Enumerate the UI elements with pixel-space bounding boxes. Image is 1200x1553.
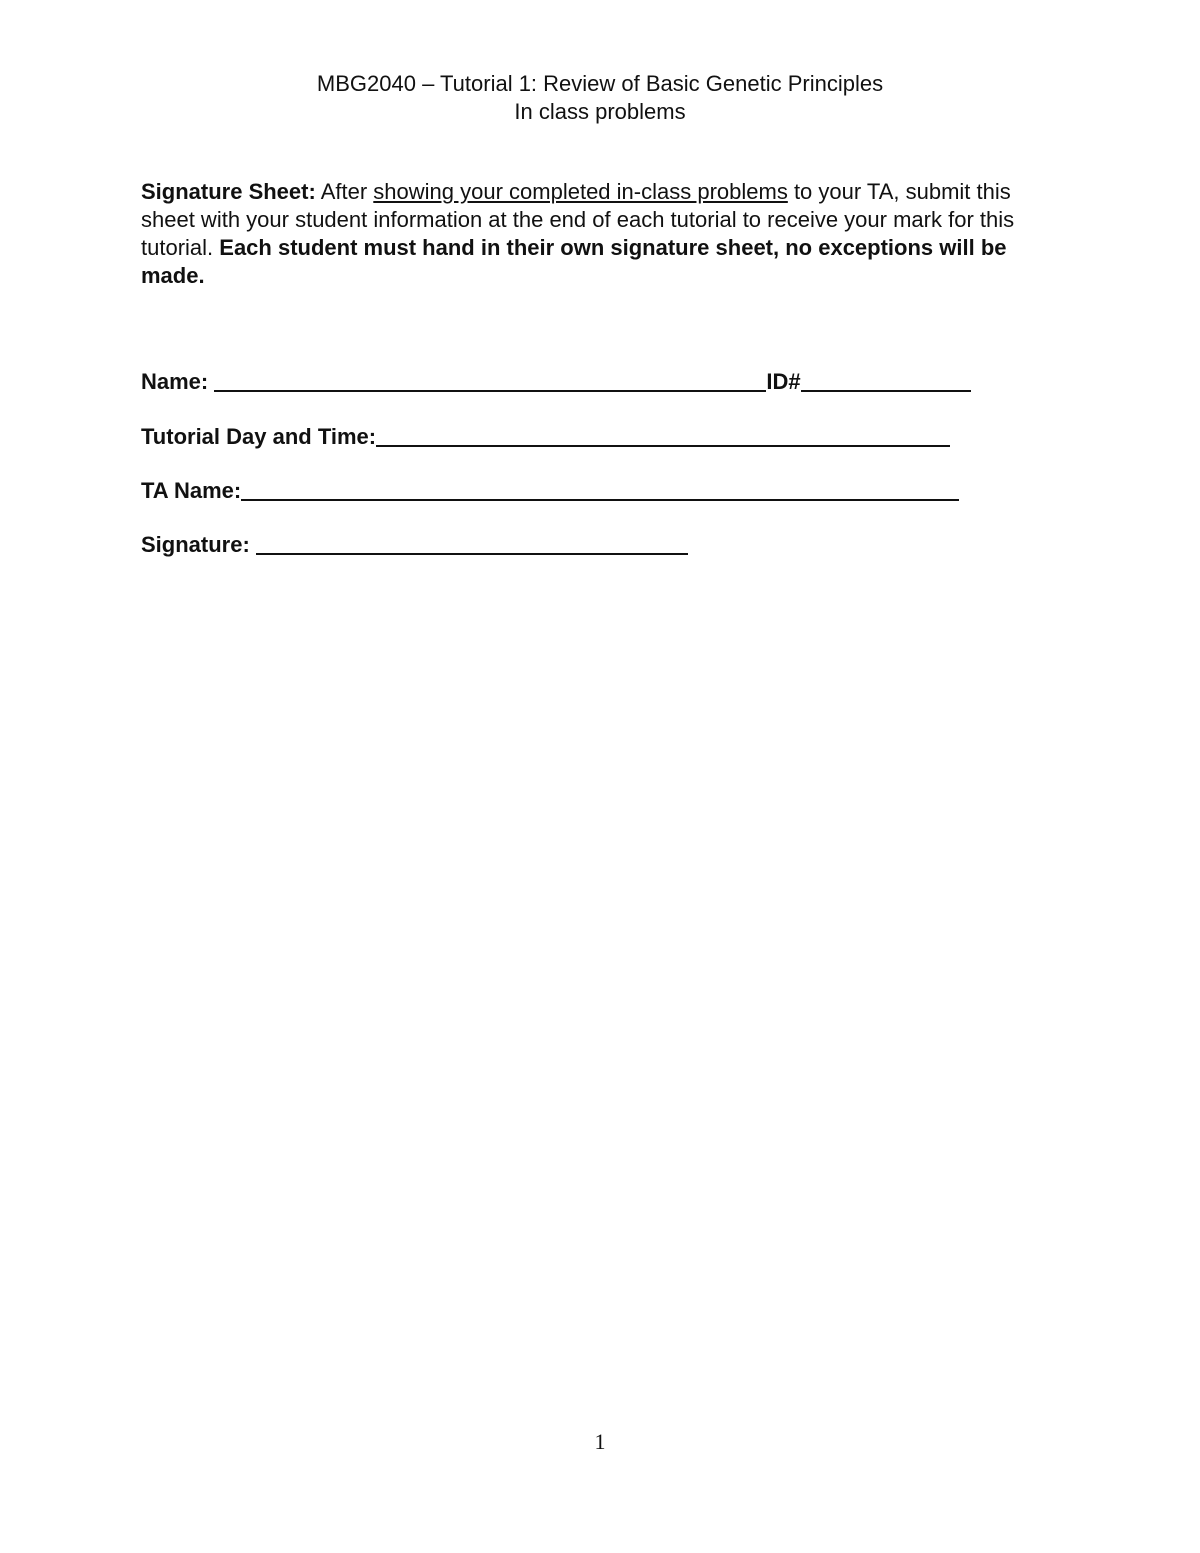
- intro-underlined-text: showing your completed in-class problems: [373, 179, 788, 204]
- intro-text-before: After: [315, 179, 374, 204]
- document-subtitle: In class problems: [514, 99, 686, 124]
- ta-name-field[interactable]: [241, 479, 959, 501]
- document-header: [0, 70, 1200, 126]
- name-field[interactable]: [214, 370, 766, 392]
- intro-text-after: to your TA, submit this sheet with your student information at the end of each tutorial to receive your mark for this tutorial.: [141, 179, 1015, 260]
- tutorial-row: [141, 423, 950, 451]
- id-label: ID#: [766, 369, 801, 394]
- signature-field[interactable]: [256, 533, 688, 555]
- signature-label: Signature:: [141, 532, 256, 557]
- intro-bold-warning: Each student must hand in their own signature sheet, no exceptions will be made.: [141, 235, 1007, 288]
- signature-sheet-label: Signature Sheet:: [141, 179, 316, 204]
- document-title: MBG2040 – Tutorial 1: Review of Basic Genetic Principles: [316, 71, 884, 96]
- tutorial-day-time-field[interactable]: [376, 425, 950, 447]
- ta-row: [141, 477, 959, 505]
- ta-name-label: TA Name:: [141, 478, 242, 503]
- page-number: 1: [594, 1429, 606, 1454]
- name-label: Name:: [141, 369, 215, 394]
- signature-row: [141, 531, 688, 559]
- tutorial-label: Tutorial Day and Time:: [141, 424, 377, 449]
- id-field[interactable]: [801, 370, 971, 392]
- name-row: [141, 368, 971, 396]
- instructions-paragraph: [141, 178, 1061, 290]
